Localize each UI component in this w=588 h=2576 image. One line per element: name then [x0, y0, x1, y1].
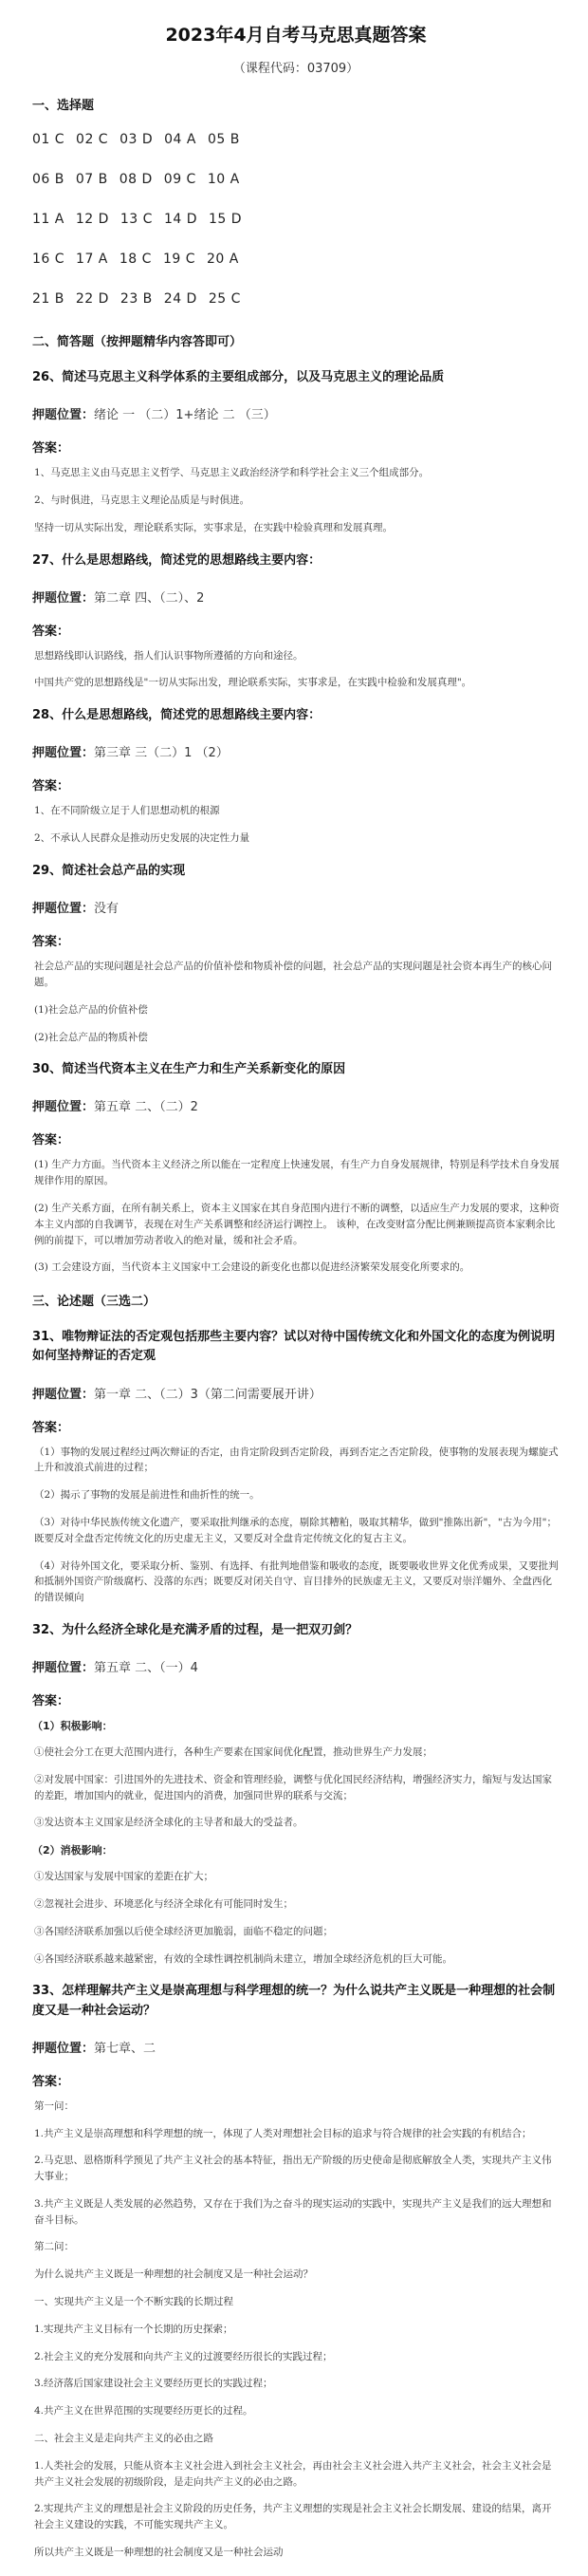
answer-text: (1) 生产力方面。当代资本主义经济之所以能在一定程度上快速发展，有生产力自身发展规律，特别是科学技术自身发展规律作用的原因。: [34, 1159, 560, 1187]
choice-answer: 24 D: [163, 291, 197, 307]
choice-answer: 10 A: [207, 172, 240, 187]
position-value: 第五章 二、（一）4: [94, 1661, 198, 1676]
choice-answer-row: [32, 212, 560, 227]
choice-answer-row: [32, 252, 560, 267]
answer-text: ①使社会分工在更大范围内进行，各种生产要素在国家间优化配置，推动世界生产力发展；: [34, 1746, 432, 1759]
answer-text: 4.共产主义在世界范围的实现要经历更长的过程。: [34, 2405, 253, 2417]
choice-answers: [32, 132, 560, 307]
answer-text: 一、实现共产主义是一个不断实践的长期过程: [34, 2296, 233, 2308]
section-heading-choice: 一、选择题: [32, 99, 95, 113]
position-value: 第二章 四、（二）、2: [94, 590, 205, 606]
choice-answer: 06 B: [32, 172, 64, 187]
position-value: 第七章、二: [94, 2041, 156, 2056]
answer-text: 坚持一切从实际出发，理论联系实际，实事求是，在实践中检验真理和发展真理。: [34, 521, 393, 533]
answer-text: （3）对待中华民族传统文化遗产，要采取批判继承的态度，剔除其糟粕，吸取其精华，做到"推陈出新"，"古为今用"；既要反对全盘否定传统文化的历史虚无主义，又要反对全盘肯定传统文化的复古主义。: [34, 1516, 557, 1544]
section-heading-short: 二、简答题（按押题精华内容答即可）: [32, 335, 243, 349]
answer-text: 为什么说共产主义既是一种理想的社会制度又是一种社会运动？: [34, 2268, 313, 2281]
answer-text: 二、社会主义是走向共产主义的必由之路: [34, 2433, 213, 2445]
position-value: 第三章 三（二）1 （2）: [94, 746, 229, 761]
position-line: [32, 1384, 560, 1402]
answer-text: 思想路线即认识路线，指人们认识事物所遵循的方向和途径。: [34, 649, 303, 662]
choice-answer: 16 C: [32, 252, 65, 267]
choice-answer: 18 C: [119, 252, 152, 267]
question-title: 31、唯物辩证法的否定观包括那些主要内容？试以对待中国传统文化和外国文化的态度为例说明如何坚持辩证的否定观: [32, 1330, 556, 1364]
position-label: 押题位置：: [32, 2041, 95, 2056]
answer-text: (3) 工会建设方面，当代资本主义国家中工会建设的新变化也都以促进经济繁荣发展变化所要求的。: [34, 1261, 470, 1274]
answer-text: ④各国经济联系越来越紧密，有效的全球性调控机制尚未建立，增加全球经济危机的巨大可能。: [34, 1952, 452, 1965]
answer-text: ②对发展中国家：引进国外的先进技术、资金和管理经验，调整与优化国民经济结构，增强经济实力，缩短与发达国家的差距，增加国内的就业，促进国内的消费，加强同世界的联系与交流；: [34, 1773, 552, 1801]
position-value: 第五章 二、（二）2: [94, 1100, 198, 1115]
question-block: [32, 1621, 560, 1983]
choice-answer: 12 D: [75, 212, 109, 227]
answer-text: 1、马克思主义由马克思主义哲学、马克思主义政治经济学和科学社会主义三个组成部分。: [34, 467, 430, 479]
answer-label: 答案：: [32, 624, 70, 639]
question-block: [32, 1982, 560, 2575]
answer-text: ③各国经济联系加强以后使全球经济更加脆弱，面临不稳定的问题；: [34, 1925, 333, 1937]
answer-subheading: （1）积极影响：: [32, 1720, 113, 1733]
answer-text: 1、在不同阶级立足于人们思想动机的根源: [34, 805, 220, 817]
answer-label: 答案：: [32, 441, 70, 457]
position-value: 第一章 二、（二）3（第二问需要展开讲）: [94, 1387, 322, 1402]
choice-answer: 09 C: [163, 172, 196, 187]
choice-answer: 07 B: [75, 172, 108, 187]
choice-answer: 20 A: [206, 252, 239, 267]
section-heading-essay: 三、论述题（三选二）: [32, 1295, 156, 1310]
choice-answer: 19 C: [162, 252, 195, 267]
question-block: [32, 1328, 560, 1621]
choice-answer-row: [32, 291, 560, 307]
answer-text: 2.社会主义的充分发展和向共产主义的过渡要经历很长的实践过程；: [34, 2350, 333, 2362]
question-block: [32, 368, 560, 551]
choice-answer: 25 C: [208, 291, 241, 307]
position-value: 绪论 一 （二）1+绪论 二 （三）: [94, 408, 276, 423]
answer-text: 1.实现共产主义目标有一个长期的历史探索；: [34, 2323, 233, 2335]
answer-text: 2、与时俱进，马克思主义理论品质是与时俱进。: [34, 494, 250, 506]
question-block: [32, 706, 560, 862]
answer-text: ③发达资本主义国家是经济全球化的主导者和最大的受益者。: [34, 1817, 303, 1829]
course-code: （课程代码：03709）: [232, 62, 359, 76]
position-label: 押题位置：: [32, 1100, 95, 1115]
position-line: [32, 1096, 560, 1114]
question-title: 27、什么是思想路线，简述党的思想路线主要内容：: [32, 552, 322, 568]
position-label: 押题位置：: [32, 1387, 95, 1402]
answer-text: ②忽视社会进步、环境恶化与经济全球化有可能同时发生；: [34, 1898, 293, 1911]
question-title: 28、什么是思想路线，简述党的思想路线主要内容：: [32, 708, 322, 723]
position-label: 押题位置：: [32, 590, 95, 606]
position-line: [32, 742, 560, 760]
answer-text: 3.共产主义既是人类发展的必然趋势，又存在于我们为之奋斗的现实运动的实践中，实现共产主义是我们的远大理想和奋斗目标。: [34, 2197, 552, 2226]
choice-answer: 04 A: [164, 132, 196, 147]
answer-text: 所以共产主义既是一种理想的社会制度又是一种社会运动: [34, 2547, 284, 2559]
position-label: 押题位置：: [32, 746, 95, 761]
question-block: [32, 551, 560, 707]
question-block: [32, 862, 560, 1060]
answer-label: 答案：: [32, 2074, 70, 2089]
position-label: 押题位置：: [32, 902, 95, 917]
answer-text: ①发达国家与发展中国家的差距在扩大；: [34, 1871, 213, 1883]
essay-questions: [32, 1328, 560, 2576]
answer-text: （1）事物的发展过程经过两次辩证的否定，由肯定阶段到否定阶段，再到否定之否定阶段，使事物的发展表现为螺旋式上升和波浪式前进的过程；: [34, 1446, 559, 1474]
question-title: 26、简述马克思主义科学体系的主要组成部分，以及马克思主义的理论品质: [32, 370, 445, 384]
answer-text: 2.实现共产主义的理想是社会主义阶段的历史任务，共产主义理想的实现是社会主义社会长期发展、建设的结果，离开社会主义建设的实践，不可能实现共产主义。: [34, 2503, 552, 2531]
answer-text: （4）对待外国文化，要采取分析、鉴别、有选择、有批判地借鉴和吸收的态度，既要吸收世界文化优秀成果，又要批判和抵制外国资产阶级腐朽、没落的东西；既要反对闭关自守、盲目排外的民族虚无主义，又要反对崇洋媚外、全盘西化的错误倾向: [34, 1559, 559, 1604]
question-title: 29、简述社会总产品的实现: [32, 864, 186, 878]
short-answer-questions: [32, 368, 560, 1291]
question-title: 30、简述当代资本主义在生产力和生产关系新变化的原因: [32, 1062, 346, 1077]
choice-answer: 01 C: [32, 132, 65, 147]
choice-answer-row: [32, 172, 560, 187]
answer-label: 答案：: [32, 1694, 70, 1709]
answer-text: 1.人类社会的发展，只能从资本主义社会进入到社会主义社会，再由社会主义社会进入共产主义社会，社会主义社会是共产主义社会发展的初级阶段，是走向共产主义的必由之路。: [34, 2459, 552, 2488]
choice-answer: 08 D: [119, 172, 153, 187]
position-line: [32, 404, 560, 422]
choice-answer: 22 D: [75, 291, 109, 307]
choice-answer: 15 D: [208, 212, 243, 227]
choice-answer: 13 C: [119, 212, 153, 227]
position-line: [32, 2038, 560, 2056]
document-title: 2023年4月自考马克思真题答案: [165, 25, 427, 46]
choice-answer: 03 D: [119, 132, 154, 147]
answer-text: 3.经济落后国家建设社会主义要经历更长的实践过程；: [34, 2378, 273, 2390]
question-block: [32, 1060, 560, 1291]
position-label: 押题位置：: [32, 408, 95, 423]
answer-text: (1)社会总产品的价值补偿: [34, 1003, 148, 1016]
answer-text: 2、不承认人民群众是推动历史发展的决定性力量: [34, 832, 250, 845]
answer-text: 中国共产党的思想路线是"一切从实际出发，理论联系实际，实事求是，在实践中检验和发展真理"。: [34, 677, 472, 689]
choice-answer: 05 B: [207, 132, 240, 147]
answer-text: 2.马克思、恩格斯科学预见了共产主义社会的基本特征，指出无产阶级的历史使命是彻底解放全人类，实现共产主义伟大事业；: [34, 2155, 552, 2183]
position-value: 没有: [94, 902, 119, 917]
answer-label: 答案：: [32, 1420, 70, 1435]
choice-answer-row: [32, 132, 560, 147]
choice-answer: 23 B: [119, 291, 153, 307]
answer-text: 第一问：: [34, 2100, 74, 2112]
question-title: 32、为什么经济全球化是充满矛盾的过程，是一把双刃剑？: [32, 1622, 358, 1637]
position-line: [32, 898, 560, 916]
choice-answer: 11 A: [32, 212, 64, 227]
answer-label: 答案：: [32, 935, 70, 950]
answer-text: （2）揭示了事物的发展是前进性和曲折性的统一。: [34, 1489, 260, 1502]
position-line: [32, 588, 560, 606]
answer-text: 1.共产主义是崇高理想和科学理想的统一，体现了人类对理想社会目标的追求与符合规律的社会实践的有机结合；: [34, 2127, 532, 2139]
position-line: [32, 1657, 560, 1675]
answer-subheading: （2）消极影响：: [32, 1844, 113, 1857]
choice-answer: 02 C: [76, 132, 109, 147]
choice-answer: 21 B: [32, 291, 64, 307]
answer-text: (2)社会总产品的物质补偿: [34, 1031, 148, 1043]
answer-text: 社会总产品的实现问题是社会总产品的价值补偿和物质补偿的问题，社会总产品的实现问题是社会资本再生产的核心问题。: [34, 961, 552, 988]
choice-answer: 17 A: [76, 252, 108, 267]
answer-label: 答案：: [32, 779, 70, 794]
choice-answer: 14 D: [163, 212, 197, 227]
question-title: 33、怎样理解共产主义是崇高理想与科学理想的统一？为什么说共产主义既是一种理想的社会制度又是一种社会运动？: [32, 1984, 556, 2018]
answer-text: (2) 生产关系方面，在所有制关系上，资本主义国家在其自身范围内进行不断的调整，以适应生产力发展的要求，这种资本主义内部的自我调节，表现在对生产关系调整和经济运行调控上。 该种，在改变财富分配比例兼顾提高资本家剩余比例的前提下，可以增加劳动者收入的绝对量，缓和社会矛盾。: [34, 1203, 560, 1246]
answer-text: 第二问：: [34, 2241, 74, 2253]
position-label: 押题位置：: [32, 1661, 95, 1676]
spacer: [32, 2572, 560, 2576]
answer-label: 答案：: [32, 1133, 70, 1148]
